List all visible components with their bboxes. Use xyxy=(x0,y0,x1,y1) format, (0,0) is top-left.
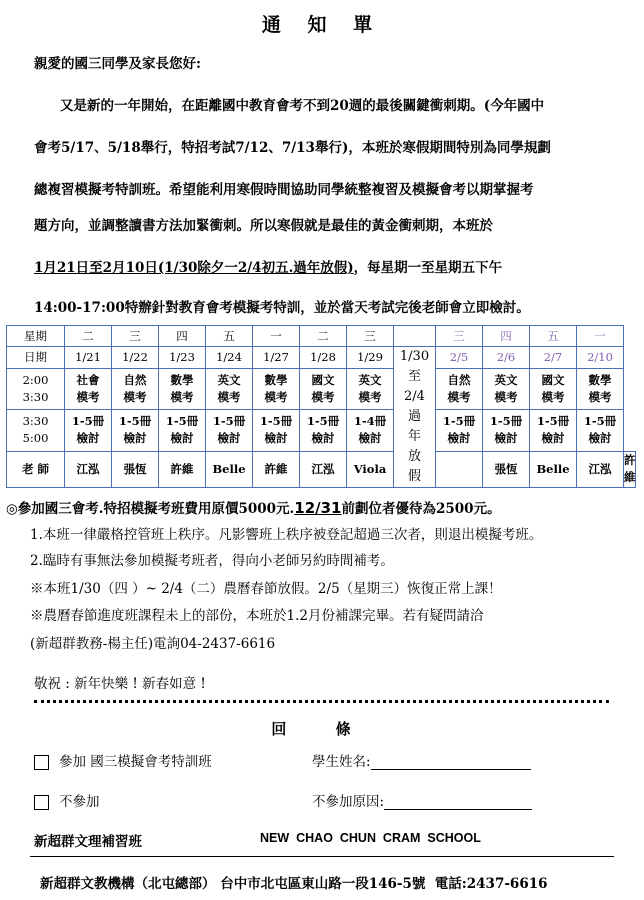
decline-reason-label: 不參加原因: xyxy=(312,794,385,810)
note-4: ※農曆春節進度班課程未上的部份，本班於1.2月份補課完畢。若有疑問請洽 xyxy=(30,608,484,624)
school-name-english: NEW CHAO CHUN CRAM SCHOOL xyxy=(260,831,481,845)
early-bird-date: 12/31 xyxy=(294,499,342,517)
date-cell: 2/6 xyxy=(483,347,530,369)
weekday-header: 星期 xyxy=(7,326,65,347)
review-cell: 1-4冊 檢討 xyxy=(347,410,394,451)
teacher-cell: 張恆 xyxy=(483,451,530,487)
weekday-blank xyxy=(394,326,436,347)
schedule-table xyxy=(6,325,636,488)
weekday-cell: 一 xyxy=(253,326,300,347)
paragraph-line-1: 又是新的一年開始，在距離國中教育會考不到20週的最後關鍵衝刺期。(今年國中 xyxy=(60,98,545,114)
review-cell: 1-5冊 檢討 xyxy=(112,410,159,451)
exam-cell: 國文 模考 xyxy=(530,368,577,409)
paragraph-line-5 xyxy=(34,256,502,276)
exam-cell: 數學 模考 xyxy=(159,368,206,409)
student-name-input[interactable] xyxy=(371,755,531,770)
date-cell: 1/21 xyxy=(65,347,112,369)
student-name-label: 學生姓名: xyxy=(312,754,371,770)
review-cell: 1-5冊 檢討 xyxy=(577,410,624,451)
date-header: 日期 xyxy=(7,347,65,369)
exam-time-header: 2:00 3:30 xyxy=(7,368,65,409)
exam-cell: 自然 模考 xyxy=(112,368,159,409)
note-3: ※本班1/30（四 ）~ 2/4（二）農曆春節放假。2/5（星期三）恢復正常上課！ xyxy=(30,581,502,597)
weekday-row xyxy=(7,326,636,347)
weekday-cell: 二 xyxy=(65,326,112,347)
date-cell: 1/29 xyxy=(347,347,394,369)
footer-contact: 新超群文教機構（北屯總部） 台中市北屯區東山路一段146-5號 電話:2437-6616 xyxy=(40,876,548,892)
teacher-cell: 江泓 xyxy=(65,451,112,487)
review-cell: 1-5冊 檢討 xyxy=(159,410,206,451)
teacher-cell: Belle xyxy=(530,451,577,487)
exam-cell: 數學 模考 xyxy=(577,368,624,409)
paragraph-line-6: 14:00-17:00特辦針對教育會考模擬考特訓，並於當天考試完後老師會立即檢討。 xyxy=(34,300,530,316)
date-cell: 1/28 xyxy=(300,347,347,369)
teacher-cell: 許維 xyxy=(624,451,636,487)
exam-cell: 英文 模考 xyxy=(483,368,530,409)
review-cell: 1-5冊 檢討 xyxy=(436,410,483,451)
footer-divider xyxy=(30,856,614,857)
date-cell: 1/22 xyxy=(112,347,159,369)
join-option xyxy=(34,750,212,770)
weekday-cell: 三 xyxy=(347,326,394,347)
weekday-cell: 四 xyxy=(159,326,206,347)
decline-checkbox[interactable] xyxy=(34,795,49,810)
teacher-cell: Belle xyxy=(206,451,253,487)
weekday-cell: 二 xyxy=(300,326,347,347)
teacher-cell: 張恆 xyxy=(112,451,159,487)
date-cell: 1/23 xyxy=(159,347,206,369)
note-5: (新超群教務-楊主任)電詢04-2437-6616 xyxy=(30,636,276,652)
review-cell: 1-5冊 檢討 xyxy=(483,410,530,451)
reply-title: 回 條 xyxy=(271,720,373,738)
date-row xyxy=(7,347,636,369)
weekday-cell: 三 xyxy=(436,326,483,347)
join-checkbox[interactable] xyxy=(34,755,49,770)
exam-cell: 數學 模考 xyxy=(253,368,300,409)
holiday-teacher-blank xyxy=(436,451,483,487)
review-cell: 1-5冊 檢討 xyxy=(206,410,253,451)
review-cell: 1-5冊 檢討 xyxy=(253,410,300,451)
class-period: 1月21日至2月10日(1/30除夕一2/4初五.過年放假) xyxy=(34,260,354,276)
teacher-cell: 江泓 xyxy=(577,451,624,487)
student-name-field xyxy=(312,750,531,770)
date-cell: 2/5 xyxy=(436,347,483,369)
decline-label: 不參加 xyxy=(59,794,100,810)
decline-reason-field xyxy=(312,790,532,810)
decline-reason-input[interactable] xyxy=(384,795,532,810)
exam-cell: 社會 模考 xyxy=(65,368,112,409)
date-cell: 1/24 xyxy=(206,347,253,369)
review-time-header: 3:30 5:00 xyxy=(7,410,65,451)
note-1: 1.本班一律嚴格控管班上秩序。凡影響班上秩序被登記超過三次者，則退出模擬考班。 xyxy=(30,527,543,543)
weekday-cell: 一 xyxy=(577,326,624,347)
paragraph-line-2: 會考5/17、5/18舉行，特招考試7/12、7/13舉行)，本班於寒假期間特別為同學規劃 xyxy=(34,140,551,156)
paragraph-line-3: 總複習模擬考特訓班。希望能利用寒假時間協助同學統整複習及模擬會考以期掌握考 xyxy=(34,182,534,198)
cut-line xyxy=(34,700,609,703)
date-cell: 1/27 xyxy=(253,347,300,369)
join-label: 參加 國三模擬會考特訓班 xyxy=(59,754,212,770)
fee-line: ◎參加國三會考.特招模擬考班費用原價5000元.12/31前劃位者優待為2500元。 xyxy=(6,499,501,517)
weekday-cell: 五 xyxy=(206,326,253,347)
review-cell: 1-5冊 檢討 xyxy=(530,410,577,451)
greeting: 親愛的國三同學及家長您好: xyxy=(34,56,201,72)
review-cell: 1-5冊 檢討 xyxy=(300,410,347,451)
date-cell: 2/10 xyxy=(577,347,624,369)
weekday-cell: 四 xyxy=(483,326,530,347)
teacher-header: 老 師 xyxy=(7,451,65,487)
date-cell: 2/7 xyxy=(530,347,577,369)
exam-row xyxy=(7,368,636,409)
review-cell: 1-5冊 檢討 xyxy=(65,410,112,451)
weekday-cell: 三 xyxy=(112,326,159,347)
exam-cell: 國文 模考 xyxy=(300,368,347,409)
class-period-rest: ，每星期一至星期五下午 xyxy=(353,260,503,276)
teacher-cell: 許維 xyxy=(253,451,300,487)
paragraph-line-4: 題方向，並調整讀書方法加緊衝刺。所以寒假就是最佳的黃金衝刺期，本班於 xyxy=(34,218,493,234)
decline-option xyxy=(34,790,100,810)
teacher-cell: 許維 xyxy=(159,451,206,487)
exam-cell: 英文 模考 xyxy=(347,368,394,409)
exam-cell: 英文 模考 xyxy=(206,368,253,409)
teacher-cell: Viola xyxy=(347,451,394,487)
closing: 敬祝 : 新年快樂 ! 新春如意 ! xyxy=(34,676,206,692)
holiday-cell: 1/30 至 2/4 過 年 放 假 xyxy=(394,347,436,488)
review-row xyxy=(7,410,636,451)
teacher-cell: 江泓 xyxy=(300,451,347,487)
note-2: 2.臨時有事無法參加模擬考班者，得向小老師另約時間補考。 xyxy=(30,553,394,569)
teacher-row xyxy=(7,451,636,487)
weekday-cell: 五 xyxy=(530,326,577,347)
school-name: 新超群文理補習班 xyxy=(34,834,142,850)
page-title: 通 知 單 xyxy=(261,14,383,36)
exam-cell: 自然 模考 xyxy=(436,368,483,409)
